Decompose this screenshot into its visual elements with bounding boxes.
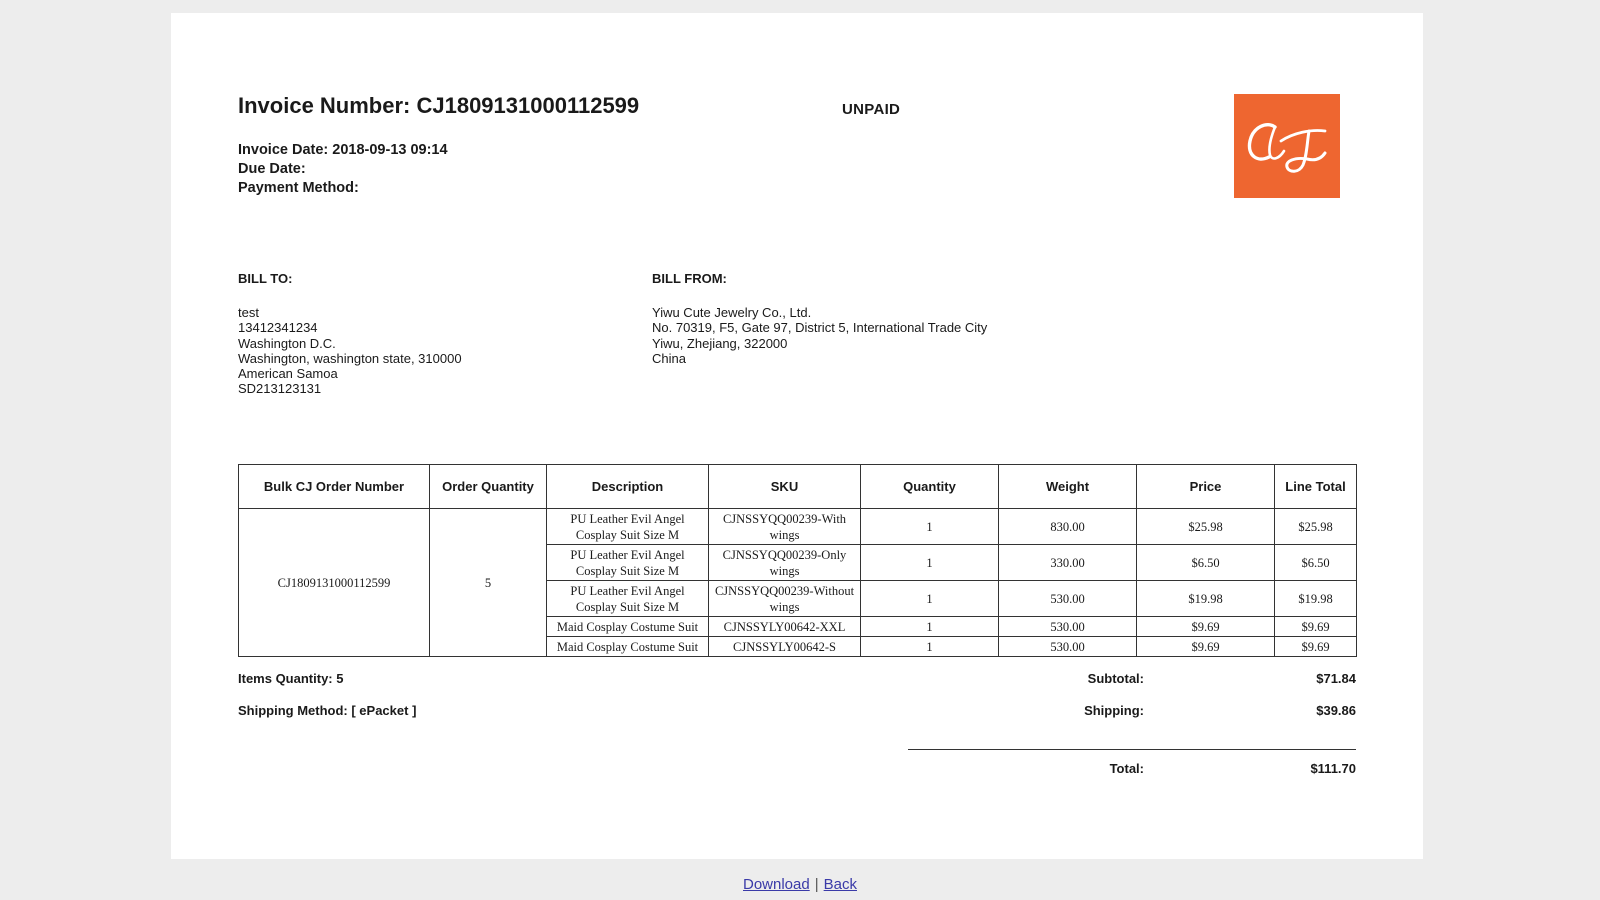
line-total-cell: $9.69 xyxy=(1275,637,1357,657)
sku-cell: CJNSSYQQ00239-With wings xyxy=(709,509,861,545)
description-cell: PU Leather Evil Angel Cosplay Suit Size M xyxy=(547,581,709,617)
table-header-row xyxy=(239,465,1357,509)
total-label: Total: xyxy=(1109,761,1144,776)
total-value: $111.70 xyxy=(1310,761,1356,776)
link-separator: | xyxy=(814,876,819,893)
due-date: Due Date: xyxy=(238,161,306,177)
bill-to-line: SD213123131 xyxy=(238,381,322,397)
header-description: Description xyxy=(547,465,709,509)
header-price: Price xyxy=(1137,465,1275,509)
weight-cell: 530.00 xyxy=(999,617,1137,637)
price-cell: $25.98 xyxy=(1137,509,1275,545)
cj-logo xyxy=(1234,94,1340,198)
description-cell: PU Leather Evil Angel Cosplay Suit Size M xyxy=(547,545,709,581)
header-bulk-order-number: Bulk CJ Order Number xyxy=(239,465,430,509)
quantity-cell: 1 xyxy=(861,617,999,637)
bill-from-line: Yiwu, Zhejiang, 322000 xyxy=(652,335,788,351)
subtotal-value: $71.84 xyxy=(1316,671,1356,686)
bill-to-title: BILL TO: xyxy=(238,271,293,286)
bill-to-address xyxy=(238,305,462,397)
bill-from-address xyxy=(652,305,987,366)
header-weight: Weight xyxy=(999,465,1137,509)
line-total-cell: $19.98 xyxy=(1275,581,1357,617)
total-divider xyxy=(908,749,1356,750)
sku-cell: CJNSSYLY00642-XXL xyxy=(709,617,861,637)
bill-to-line: 13412341234 xyxy=(238,320,318,336)
shipping-value: $39.86 xyxy=(1316,703,1356,718)
table-row xyxy=(239,509,1357,545)
bill-from-line: Yiwu Cute Jewelry Co., Ltd. xyxy=(652,305,812,320)
weight-cell: 530.00 xyxy=(999,637,1137,657)
weight-cell: 830.00 xyxy=(999,509,1137,545)
items-quantity: Items Quantity: 5 xyxy=(238,671,344,686)
payment-method: Payment Method: xyxy=(238,180,359,196)
download-link[interactable]: Download xyxy=(743,876,810,893)
bill-from-line: China xyxy=(652,350,686,366)
back-link[interactable]: Back xyxy=(823,876,857,893)
quantity-cell: 1 xyxy=(861,637,999,657)
payment-status: UNPAID xyxy=(842,101,901,118)
weight-cell: 330.00 xyxy=(999,545,1137,581)
quantity-cell: 1 xyxy=(861,545,999,581)
bill-to-line: test xyxy=(238,305,259,320)
order-number-cell: CJ1809131000112599 xyxy=(239,509,430,657)
header-order-quantity: Order Quantity xyxy=(430,465,547,509)
description-cell: Maid Cosplay Costume Suit xyxy=(547,637,709,657)
bill-to-line: Washington D.C. xyxy=(238,335,336,351)
price-cell: $9.69 xyxy=(1137,617,1275,637)
quantity-cell: 1 xyxy=(861,581,999,617)
description-cell: Maid Cosplay Costume Suit xyxy=(547,617,709,637)
invoice-meta xyxy=(238,141,448,198)
price-cell: $6.50 xyxy=(1137,545,1275,581)
bill-to-line: American Samoa xyxy=(238,366,338,382)
order-items-table xyxy=(238,464,1357,657)
sku-cell: CJNSSYQQ00239-Without wings xyxy=(709,581,861,617)
line-total-cell: $6.50 xyxy=(1275,545,1357,581)
header-line-total: Line Total xyxy=(1275,465,1357,509)
bill-to-line: Washington, washington state, 310000 xyxy=(238,350,462,366)
line-total-cell: $25.98 xyxy=(1275,509,1357,545)
price-cell: $19.98 xyxy=(1137,581,1275,617)
order-quantity-cell: 5 xyxy=(430,509,547,657)
price-cell: $9.69 xyxy=(1137,637,1275,657)
invoice-document xyxy=(171,13,1423,859)
footer-links xyxy=(0,876,1600,893)
header-quantity: Quantity xyxy=(861,465,999,509)
sku-cell: CJNSSYQQ00239-Only wings xyxy=(709,545,861,581)
bill-from-title: BILL FROM: xyxy=(652,271,727,286)
shipping-method: Shipping Method: [ ePacket ] xyxy=(238,703,417,718)
weight-cell: 530.00 xyxy=(999,581,1137,617)
header-sku: SKU xyxy=(709,465,861,509)
quantity-cell: 1 xyxy=(861,509,999,545)
subtotal-label: Subtotal: xyxy=(1087,671,1144,686)
sku-cell: CJNSSYLY00642-S xyxy=(709,637,861,657)
invoice-date: Invoice Date: 2018-09-13 09:14 xyxy=(238,142,448,158)
shipping-label: Shipping: xyxy=(1084,703,1144,718)
description-cell: PU Leather Evil Angel Cosplay Suit Size M xyxy=(547,509,709,545)
line-total-cell: $9.69 xyxy=(1275,617,1357,637)
cj-logo-icon xyxy=(1241,111,1333,181)
bill-from-line: No. 70319, F5, Gate 97, District 5, International Trade City xyxy=(652,320,988,336)
invoice-number: Invoice Number: CJ1809131000112599 xyxy=(238,93,640,118)
